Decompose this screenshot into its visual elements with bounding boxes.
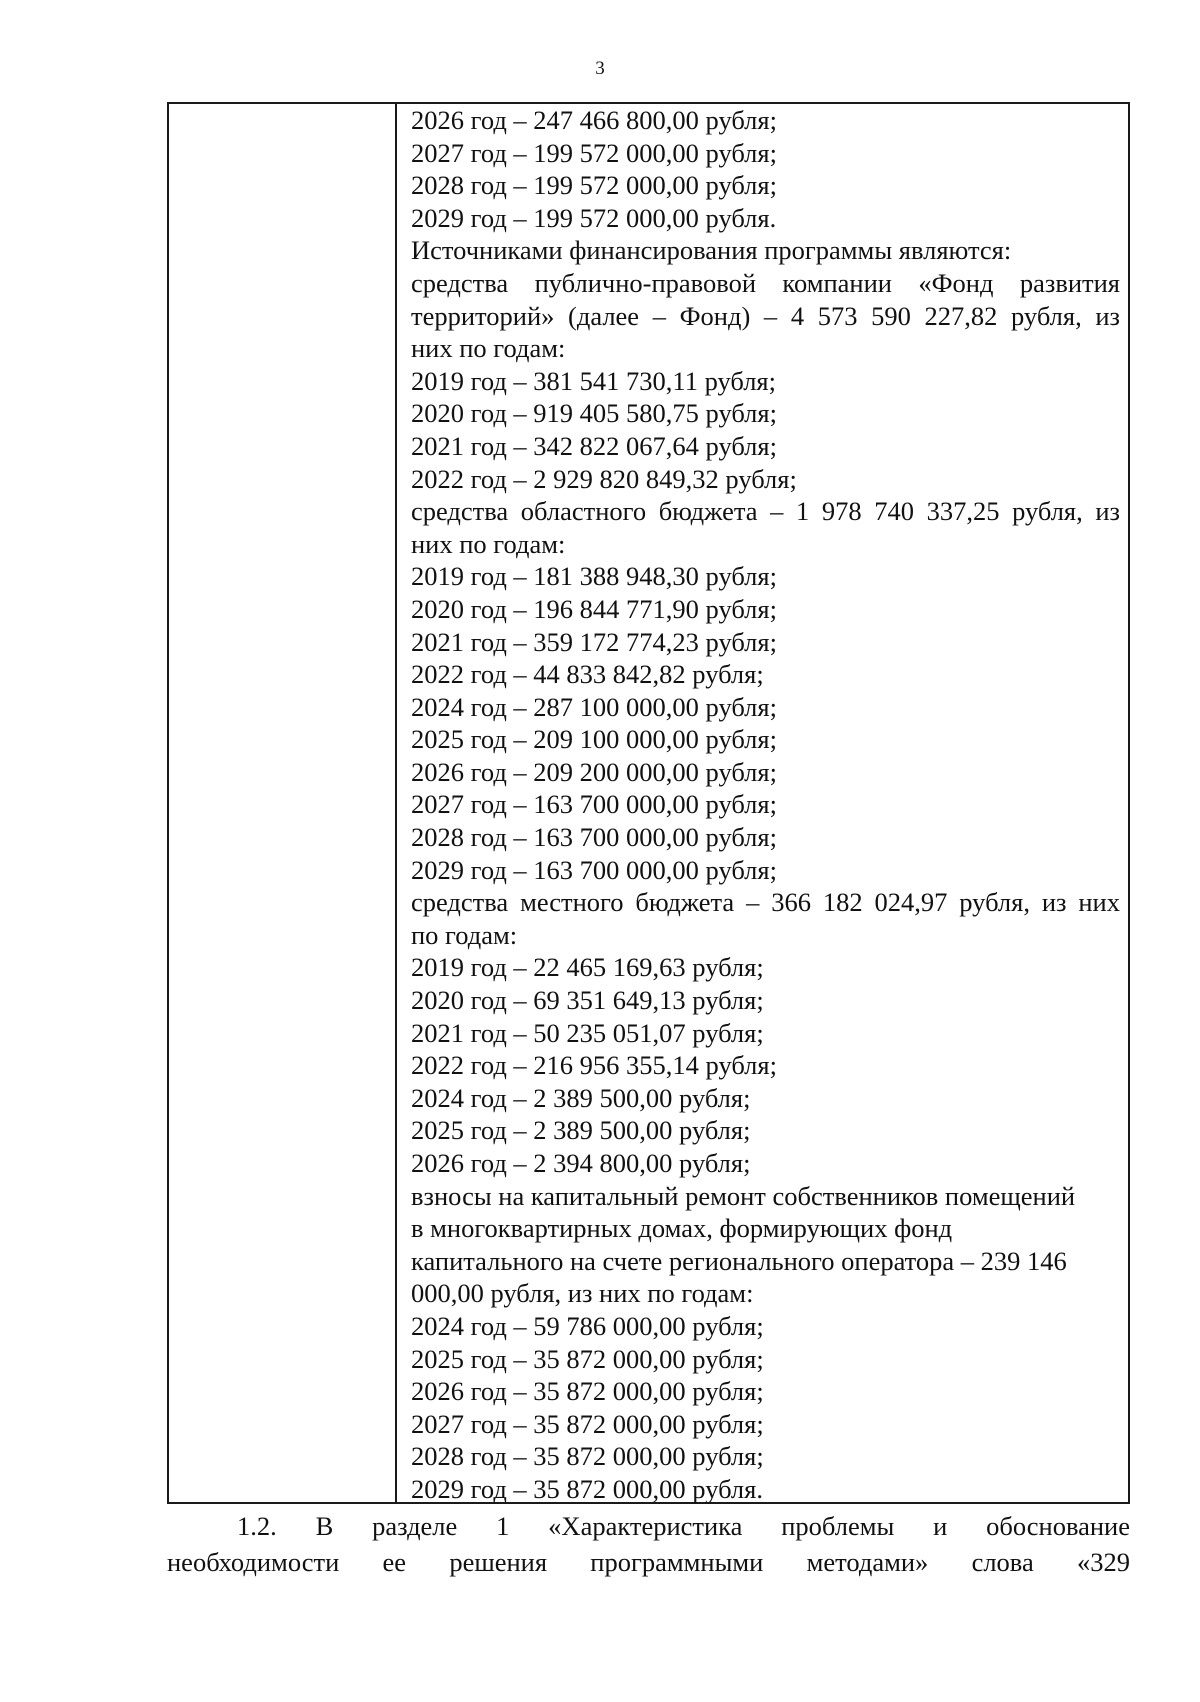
table-line: 2025 год – 209 100 000,00 рубля;: [411, 724, 777, 755]
table-line: 2028 год – 199 572 000,00 рубля;: [411, 170, 777, 201]
table-line: средства публично-правовой компании «Фонд развития: [411, 267, 1120, 298]
table-line: в многоквартирных домах, формирующих фонд: [411, 1213, 953, 1244]
table-line: средства областного бюджета – 1 978 740 337,25 рубля, из: [411, 496, 1120, 527]
table-line: средства местного бюджета – 366 182 024,97 рубля, из них: [411, 887, 1120, 918]
table-line: 2025 год – 2 389 500,00 рубля;: [411, 1115, 751, 1146]
table-line: 2026 год – 209 200 000,00 рубля;: [411, 756, 777, 787]
table-line: 2020 год – 919 405 580,75 рубля;: [411, 398, 777, 429]
table-line: 2019 год – 22 465 169,63 рубля;: [411, 952, 764, 983]
table-line: взносы на капитальный ремонт собственников помещений: [411, 1180, 1076, 1211]
table-line: 2022 год – 2 929 820 849,32 рубля;: [411, 463, 797, 494]
table-line: 2026 год – 2 394 800,00 рубля;: [411, 1148, 751, 1178]
table-line: капитального на счете регионального оператора – 239 146: [411, 1245, 1067, 1276]
table-right-cell: [397, 104, 1128, 1506]
table-line: 2022 год – 44 833 842,82 рубля;: [411, 659, 764, 690]
table-line: них по годам:: [411, 333, 566, 364]
table-line: 2029 год – 199 572 000,00 рубля.: [411, 202, 777, 233]
table-line: 2028 год – 35 872 000,00 рубля;: [411, 1441, 764, 1472]
table-line: 2026 год – 35 872 000,00 рубля;: [411, 1376, 764, 1407]
table-line: 2019 год – 381 541 730,11 рубля;: [411, 365, 776, 396]
table-line: 2025 год – 35 872 000,00 рубля;: [411, 1343, 764, 1374]
table-line: 2020 год – 196 844 771,90 рубля;: [411, 593, 777, 624]
table-line: по годам:: [411, 919, 518, 950]
table-line: 000,00 рубля, из них по годам:: [411, 1278, 754, 1309]
table-line: 2029 год – 35 872 000,00 рубля.: [411, 1473, 763, 1504]
table-line: 2019 год – 181 388 948,30 рубля;: [411, 561, 777, 592]
financing-table: [167, 102, 1130, 1504]
table-line: 2027 год – 199 572 000,00 рубля;: [411, 137, 777, 168]
table-left-cell: [169, 104, 397, 1502]
table-line: 2024 год – 287 100 000,00 рубля;: [411, 691, 777, 722]
table-line: них по годам:: [411, 528, 566, 559]
table-line: 2022 год – 216 956 355,14 рубля;: [411, 1050, 777, 1081]
paragraph-1-2: [167, 1508, 1130, 1580]
table-line: 2027 год – 163 700 000,00 рубля;: [411, 789, 777, 820]
table-line: 2021 год – 342 822 067,64 рубля;: [411, 430, 777, 461]
table-line: 2026 год – 247 466 800,00 рубля;: [411, 105, 777, 135]
table-line: 2024 год – 2 389 500,00 рубля;: [411, 1082, 751, 1113]
table-line: Источниками финансирования программы являются:: [411, 235, 1012, 266]
table-line: 2029 год – 163 700 000,00 рубля;: [411, 854, 777, 885]
table-line: 2020 год – 69 351 649,13 рубля;: [411, 985, 764, 1016]
table-line: 2024 год – 59 786 000,00 рубля;: [411, 1310, 764, 1341]
table-line: 2027 год – 35 872 000,00 рубля;: [411, 1408, 764, 1439]
table-line: 2021 год – 359 172 774,23 рубля;: [411, 626, 777, 657]
paragraph-line-2: необходимости ее решения программными методами» слова «329: [167, 1547, 1130, 1577]
table-line: 2028 год – 163 700 000,00 рубля;: [411, 822, 777, 853]
table-line: территорий» (далее – Фонд) – 4 573 590 227,82 рубля, из: [411, 300, 1120, 331]
page-number: 3: [595, 58, 605, 79]
table-line: 2021 год – 50 235 051,07 рубля;: [411, 1017, 764, 1048]
paragraph-line-1: 1.2. В разделе 1 «Характеристика проблемы и обоснование: [237, 1511, 1130, 1541]
